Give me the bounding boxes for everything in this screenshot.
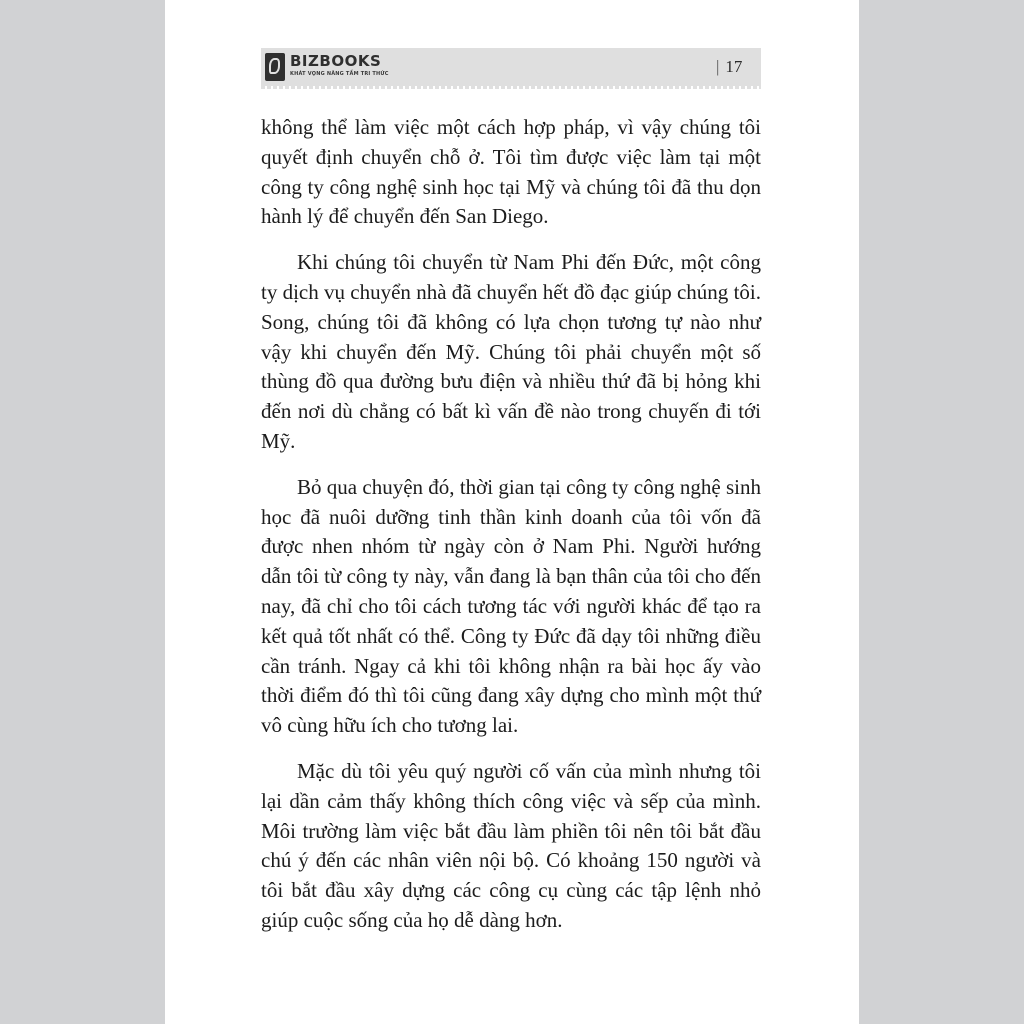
paragraph-3: Bỏ qua chuyện đó, thời gian tại công ty công nghệ sinh học đã nuôi dưỡng tinh thần kinh doanh của tôi vốn đã được nhen nhóm từ ngày còn ở Nam Phi. Người hướng dẫn tôi từ công ty này, vẫn đang là bạn thân của tôi cho đến nay, đã chỉ cho tôi cách tương tác với người khác để tạo ra kết quả tốt nhất có thể. Công ty Đức đã dạy tôi những điều cần tránh. Ngay cả khi tôi không nhận ra bài học ấy vào thời điểm đó thì tôi cũng đang xây dựng cho mình một thứ vô cùng hữu ích cho tương lai. — [261, 474, 761, 738]
book-page — [165, 0, 859, 1024]
paragraph-1: không thể làm việc một cách hợp pháp, vì vậy chúng tôi quyết định chuyển chỗ ở. Tôi tìm được việc làm tại một công ty công nghệ sinh học tại Mỹ và chúng tôi đã thu dọn hành lý để chuyển đến San Diego. — [261, 115, 761, 229]
body-text — [261, 113, 761, 952]
page-number-block — [716, 57, 742, 77]
publisher-logo — [265, 52, 389, 82]
paragraph-2: Khi chúng tôi chuyển từ Nam Phi đến Đức, một công ty dịch vụ chuyển nhà đã chuyển hết đồ đạc giúp chúng tôi. Song, chúng tôi đã không có lựa chọn tương tự nào như vậy khi chuyển đến Mỹ. Chúng tôi phải chuyển một số thùng đồ qua đường bưu điện và nhiều thứ đã bị hỏng khi đến nơi dù chẳng có bất kì vấn đề nào trong chuyến đi tới Mỹ. — [261, 250, 761, 453]
logo-tagline: KHÁT VỌNG NÂNG TẦM TRI THỨC — [290, 71, 389, 77]
logo-brand-text: BIZBOOKS — [290, 52, 382, 70]
bizbooks-logo-icon — [265, 53, 285, 81]
paragraph-4: Mặc dù tôi yêu quý người cố vấn của mình nhưng tôi lại dần cảm thấy không thích công việc và sếp của mình. Môi trường làm việc bắt đầu làm phiền tôi nên tôi bắt đầu chú ý đến các nhân viên nội bộ. Có khoảng 150 người và tôi bắt đầu xây dựng các công cụ cùng các tập lệnh nhỏ giúp cuộc sống của họ dễ dàng hơn. — [261, 758, 761, 932]
page-number-separator: | — [716, 57, 720, 76]
page-number: 17 — [725, 57, 743, 76]
running-header — [261, 48, 761, 86]
